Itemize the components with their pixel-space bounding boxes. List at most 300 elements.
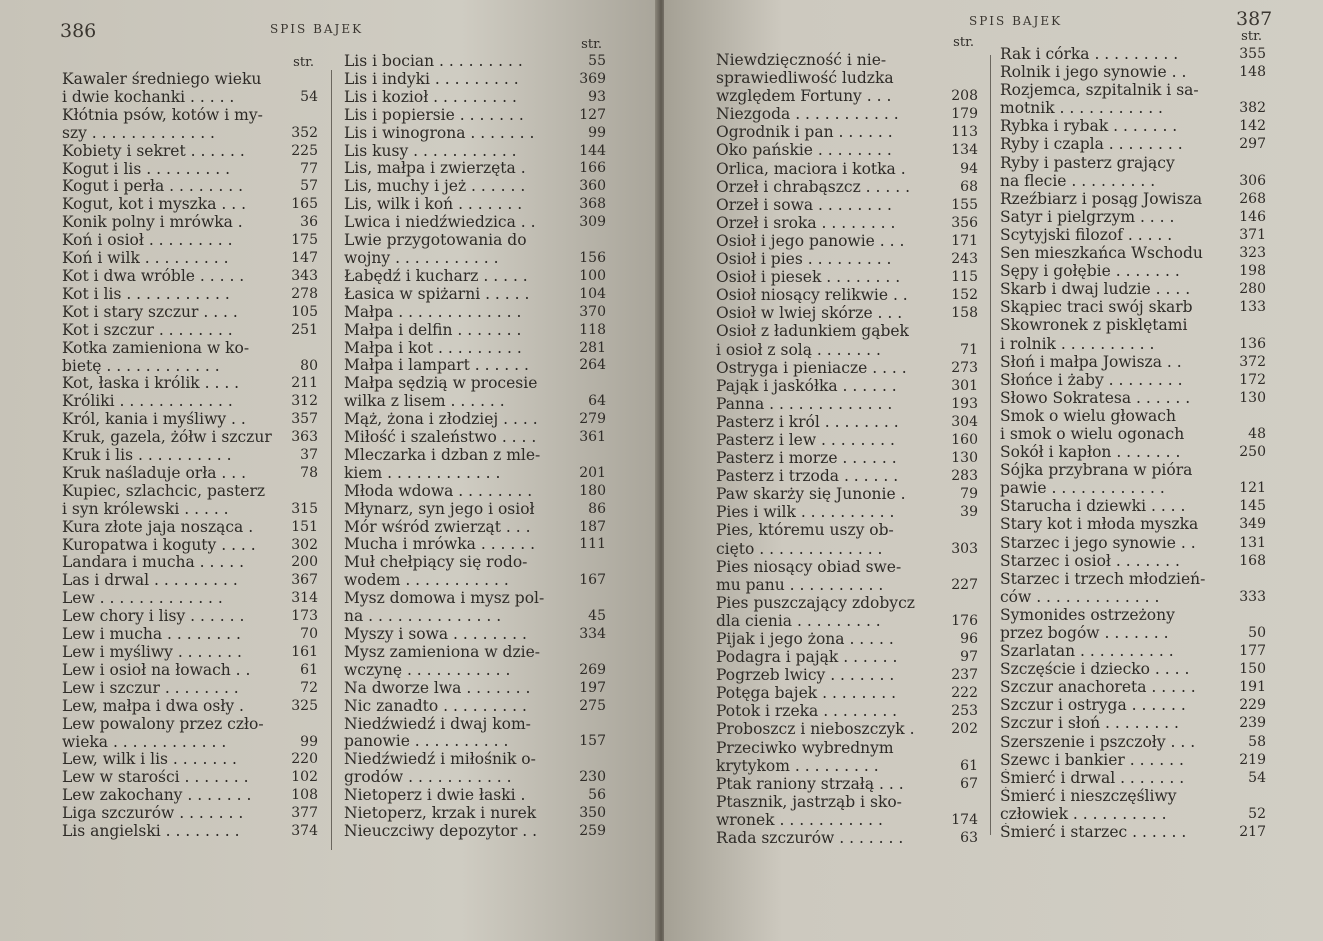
entry-page-number: 229 xyxy=(1239,697,1266,714)
entry-page-number: 269 xyxy=(579,661,606,678)
index-entry xyxy=(344,214,606,232)
entry-page-number: 118 xyxy=(579,321,606,338)
entry-page-number: 160 xyxy=(951,431,978,448)
entry-page-number: 237 xyxy=(951,667,978,684)
entry-page-number: 146 xyxy=(1239,208,1266,225)
index-entry xyxy=(716,286,978,304)
entry-title: Pies i wilk . . . . . . . . . . xyxy=(716,503,895,522)
entry-title: Paw skarży się Junonie . xyxy=(716,485,906,504)
entry-title: Sen mieszkańca Wschodu xyxy=(1000,244,1203,263)
entry-page-number: 361 xyxy=(579,429,606,446)
index-entry xyxy=(62,268,318,286)
entry-page-number: 315 xyxy=(291,500,318,517)
entry-page-number: 173 xyxy=(291,608,318,625)
index-entry xyxy=(716,196,978,214)
entry-title: Lis i bocian . . . . . . . . . xyxy=(344,53,523,70)
entry-title: Król, kania i myśliwy . . xyxy=(62,411,246,429)
entry-page-number: 36 xyxy=(300,214,318,231)
entry-page-number: 334 xyxy=(579,626,606,642)
index-entry xyxy=(1000,298,1266,316)
entry-title: Lis i indyki . . . . . . . . . xyxy=(344,70,519,88)
entry-page-number: 64 xyxy=(588,393,606,410)
entry-title: Na dworze lwa . . . . . . . xyxy=(344,679,531,697)
entry-page-number: 166 xyxy=(579,160,606,177)
index-entry xyxy=(716,51,978,105)
index-entry xyxy=(716,793,978,829)
entry-title: Myszy i sowa . . . . . . . . xyxy=(344,626,527,643)
entry-page-number: 104 xyxy=(579,285,606,302)
entry-page-number: 222 xyxy=(951,685,978,702)
entry-page-number: 156 xyxy=(579,249,606,266)
entry-title: Niedźwiedź i miłośnik o- grodów . . . . . . . . . . . xyxy=(344,751,536,787)
entry-title: Nieuczciwy depozytor . . xyxy=(344,822,538,840)
entry-page-number: 130 xyxy=(1239,389,1266,406)
index-entry xyxy=(62,429,318,447)
entry-page-number: 363 xyxy=(291,429,318,446)
entry-title: Osioł w lwiej skórze . . . xyxy=(716,304,903,323)
entry-title: Miłość i szaleństwo . . . . xyxy=(344,429,537,447)
index-entry xyxy=(62,178,318,196)
entry-page-number: 356 xyxy=(951,214,978,231)
index-entry xyxy=(344,375,606,411)
index-entry xyxy=(716,521,978,557)
index-entry xyxy=(716,467,978,485)
index-entry xyxy=(62,393,318,411)
entry-title: Scytyjski filozof . . . . . xyxy=(1000,225,1173,244)
index-entry xyxy=(62,322,318,340)
index-entry xyxy=(716,702,978,720)
entry-title: Orzeł i sowa . . . . . . . . xyxy=(716,195,892,214)
entry-title: Pasterz i król . . . . . . . . xyxy=(716,412,899,431)
entry-title: Kobiety i sekret . . . . . . xyxy=(62,142,245,160)
entry-page-number: 306 xyxy=(1239,172,1266,189)
str-label: str. xyxy=(1241,29,1262,44)
entry-title: Mleczarka i dzban z mle- kiem . . . . . . . . . . . . xyxy=(344,446,541,482)
entry-title: Podagra i pająk . . . . . . xyxy=(716,648,898,667)
entry-page-number: 314 xyxy=(291,590,318,607)
entry-title: Osioł niosący relikwie . . xyxy=(716,286,908,305)
entry-page-number: 309 xyxy=(579,214,606,231)
entry-title: Rzeźbiarz i posąg Jowisza xyxy=(1000,189,1203,208)
index-entry xyxy=(344,268,606,286)
entry-page-number: 201 xyxy=(579,464,606,481)
entry-page-number: 168 xyxy=(1239,552,1266,569)
index-entry xyxy=(62,626,318,644)
index-entry xyxy=(716,775,978,793)
entry-page-number: 145 xyxy=(1239,498,1266,515)
entry-page-number: 48 xyxy=(1248,425,1266,442)
entry-title: Kupiec, szlachcic, pasterz i syn królewski . . . . . xyxy=(62,482,266,518)
index-entry xyxy=(1000,117,1266,135)
index-entry xyxy=(716,178,978,196)
page-number: 387 xyxy=(1236,8,1273,30)
index-entry xyxy=(716,431,978,449)
entry-title: Kot i szczur . . . . . . . . xyxy=(62,321,233,339)
entry-title: Lwica i niedźwiedzica . . xyxy=(344,214,536,232)
entry-page-number: 131 xyxy=(1239,534,1266,551)
index-entry xyxy=(344,125,606,143)
entry-page-number: 45 xyxy=(588,608,606,625)
index-entry xyxy=(1000,226,1266,244)
index-entry xyxy=(1000,407,1266,443)
index-column xyxy=(344,36,606,841)
entry-page-number: 115 xyxy=(951,269,978,286)
entry-page-number: 273 xyxy=(951,359,978,376)
index-entry xyxy=(1000,443,1266,461)
entry-page-number: 63 xyxy=(960,830,978,847)
entry-title: Łasica w spiżarni . . . . . xyxy=(344,285,530,303)
entry-page-number: 278 xyxy=(291,285,318,302)
entry-title: Rolnik i jego synowie . . xyxy=(1000,63,1187,82)
entry-title: Potęga bajek . . . . . . . . xyxy=(716,684,896,703)
index-entry xyxy=(344,357,606,375)
entry-title: Młynarz, syn jego i osioł xyxy=(344,500,535,518)
entry-page-number: 165 xyxy=(291,196,318,213)
entry-title: Kot i lis . . . . . . . . . . . xyxy=(62,285,230,303)
entry-title: Lew . . . . . . . . . . . . . xyxy=(62,590,223,608)
index-entry xyxy=(344,340,606,358)
index-column xyxy=(1000,28,1266,841)
index-entry xyxy=(1000,515,1266,533)
entry-page-number: 264 xyxy=(579,357,606,374)
entry-title: Małpa i lampart . . . . . . xyxy=(344,357,529,375)
index-entry xyxy=(1000,154,1266,190)
entry-title: Koń i osioł . . . . . . . . . xyxy=(62,232,233,250)
entry-page-number: 350 xyxy=(579,805,606,822)
index-entry xyxy=(344,71,606,89)
entry-title: Lis, małpa i zwierzęta . xyxy=(344,160,526,178)
entry-page-number: 133 xyxy=(1239,299,1266,316)
entry-page-number: 152 xyxy=(951,287,978,304)
entry-title: Ryby i czapla . . . . . . . . xyxy=(1000,135,1183,154)
entry-page-number: 243 xyxy=(951,251,978,268)
index-entry xyxy=(716,684,978,702)
index-entry xyxy=(1000,497,1266,515)
entry-page-number: 177 xyxy=(1239,643,1266,660)
entry-title: Pogrzeb lwicy . . . . . . . xyxy=(716,666,895,685)
entry-page-number: 323 xyxy=(1239,245,1266,262)
index-entry xyxy=(716,648,978,666)
entry-title: Pasterz i trzoda . . . . . . xyxy=(716,467,899,486)
entry-page-number: 150 xyxy=(1239,661,1266,678)
entry-title: Mór wśród zwierząt . . . xyxy=(344,518,531,536)
entry-title: Starzec i osioł . . . . . . . xyxy=(1000,551,1180,570)
entry-title: Liga szczurów . . . . . . . xyxy=(62,805,244,823)
index-entry xyxy=(1000,552,1266,570)
entry-title: Starucha i dziewki . . . . xyxy=(1000,497,1186,516)
entry-page-number: 325 xyxy=(291,697,318,714)
entry-title: Łabędź i kucharz . . . . . xyxy=(344,267,528,285)
index-entry xyxy=(1000,244,1266,262)
index-entry xyxy=(344,232,606,268)
entry-page-number: 55 xyxy=(588,53,606,69)
index-entry xyxy=(344,429,606,447)
index-entry xyxy=(62,554,318,572)
entry-page-number: 302 xyxy=(291,536,318,553)
index-entry xyxy=(1000,371,1266,389)
entry-page-number: 54 xyxy=(300,88,318,105)
index-entry xyxy=(344,89,606,107)
entry-title: Rada szczurów . . . . . . . xyxy=(716,829,904,848)
entry-title: Ostryga i pieniacze . . . . xyxy=(716,358,907,377)
entry-page-number: 136 xyxy=(1239,335,1266,352)
entry-page-number: 180 xyxy=(579,482,606,499)
entry-page-number: 100 xyxy=(579,267,606,284)
entry-page-number: 56 xyxy=(588,787,606,804)
entry-page-number: 251 xyxy=(291,321,318,338)
index-entry xyxy=(716,214,978,232)
running-head: SPIS BAJEK xyxy=(270,22,364,36)
index-entry xyxy=(716,485,978,503)
entry-title: Lew chory i lisy . . . . . . xyxy=(62,608,245,626)
entry-page-number: 172 xyxy=(1239,371,1266,388)
entry-title: Niedźwiedź i dwaj kom- panowie . . . . . . . . . . xyxy=(344,715,531,751)
index-entry xyxy=(716,829,978,847)
entry-title: Nietoperz, krzak i nurek xyxy=(344,805,537,823)
index-entry xyxy=(344,644,606,680)
index-entry xyxy=(62,304,318,322)
page-number: 386 xyxy=(60,20,97,42)
entry-title: Szarlatan . . . . . . . . . . xyxy=(1000,642,1174,661)
entry-title: Pijak i jego żona . . . . . xyxy=(716,630,894,648)
entry-title: Mąż, żona i złodziej . . . . xyxy=(344,411,538,429)
entry-title: Lew, małpa i dwa osły . xyxy=(62,697,244,715)
index-entry xyxy=(1000,787,1266,823)
index-entry xyxy=(62,537,318,555)
entry-page-number: 171 xyxy=(951,232,978,249)
index-entry xyxy=(62,71,318,107)
index-entry xyxy=(62,716,318,752)
entry-title: Ryby i pasterz grający na flecie . . . . . . . . . xyxy=(1000,153,1175,190)
entry-title: Lis, muchy i jeż . . . . . . xyxy=(344,178,526,196)
entry-page-number: 197 xyxy=(579,679,606,696)
index-entry xyxy=(716,739,978,775)
index-entry xyxy=(716,594,978,630)
entry-page-number: 176 xyxy=(951,612,978,629)
entry-page-number: 70 xyxy=(300,626,318,643)
entry-title: Potok i rzeka . . . . . . . . xyxy=(716,702,898,721)
index-entry xyxy=(62,823,318,841)
entry-page-number: 130 xyxy=(951,450,978,467)
entry-page-number: 304 xyxy=(951,413,978,430)
index-entry xyxy=(1000,678,1266,696)
index-entry xyxy=(344,501,606,519)
index-entry xyxy=(62,250,318,268)
entry-page-number: 94 xyxy=(960,160,978,177)
index-entry xyxy=(62,787,318,805)
entry-page-number: 77 xyxy=(300,160,318,177)
entry-title: Pasterz i lew . . . . . . . . xyxy=(716,430,895,449)
entry-title: Ptasznik, jastrząb i sko- wronek . . . . . . . . . . . xyxy=(716,792,902,829)
index-entry xyxy=(344,53,606,71)
index-entry xyxy=(1000,733,1266,751)
entry-page-number: 58 xyxy=(1248,733,1266,750)
index-entry xyxy=(344,590,606,626)
entry-page-number: 72 xyxy=(300,679,318,696)
index-entry xyxy=(1000,823,1266,841)
entry-page-number: 97 xyxy=(960,649,978,666)
entry-page-number: 105 xyxy=(291,303,318,320)
entry-title: Oko pańskie . . . . . . . . xyxy=(716,141,892,160)
index-entry xyxy=(716,105,978,123)
entry-title: Króliki . . . . . . . . . . . . xyxy=(62,393,233,411)
entry-title: Śmierć i drwal . . . . . . . xyxy=(1000,768,1185,787)
left-page xyxy=(0,0,658,941)
running-head: SPIS BAJEK xyxy=(969,14,1063,28)
entry-page-number: 144 xyxy=(579,142,606,159)
index-entry xyxy=(716,232,978,250)
entry-title: Kot i dwa wróble . . . . . xyxy=(62,267,245,285)
index-entry xyxy=(62,572,318,590)
entry-title: Słoń i małpa Jowisza . . xyxy=(1000,352,1182,371)
entry-title: Mysz domowa i mysz pol- na . . . . . . . . . . . . . . xyxy=(344,590,545,626)
index-entry xyxy=(62,214,318,232)
entry-page-number: 111 xyxy=(579,536,606,553)
entry-page-number: 374 xyxy=(291,823,318,840)
entry-page-number: 39 xyxy=(960,504,978,521)
entry-title: Osioł i piesek . . . . . . . . xyxy=(716,268,901,287)
entry-title: Szczur i ostryga . . . . . . xyxy=(1000,696,1186,715)
entry-page-number: 297 xyxy=(1239,136,1266,153)
entry-page-number: 61 xyxy=(300,661,318,678)
index-entry xyxy=(344,536,606,554)
entry-page-number: 357 xyxy=(291,411,318,428)
entry-title: Młoda wdowa . . . . . . . . xyxy=(344,482,533,500)
index-entry xyxy=(716,720,978,738)
entry-title: Proboszcz i nieboszczyk . xyxy=(716,720,915,739)
index-entry xyxy=(716,123,978,141)
entry-page-number: 360 xyxy=(579,178,606,195)
entry-page-number: 71 xyxy=(960,341,978,358)
index-entry xyxy=(344,519,606,537)
entry-title: Śmierć i starzec . . . . . . xyxy=(1000,823,1187,842)
index-entry xyxy=(1000,696,1266,714)
entry-page-number: 200 xyxy=(291,554,318,571)
entry-page-number: 187 xyxy=(579,518,606,535)
index-entry xyxy=(1000,81,1266,117)
entry-title: Kłótnia psów, kotów i my- szy . . . . . . . . . . . . . xyxy=(62,106,263,142)
str-label: str. xyxy=(293,55,314,70)
entry-page-number: 158 xyxy=(951,305,978,322)
index-entry xyxy=(1000,262,1266,280)
entry-page-number: 175 xyxy=(291,232,318,249)
index-entry xyxy=(716,304,978,322)
index-entry xyxy=(62,608,318,626)
index-entry xyxy=(344,805,606,823)
entry-page-number: 230 xyxy=(579,769,606,786)
entry-title: Kura złote jaja nosząca . xyxy=(62,518,254,536)
entry-page-number: 227 xyxy=(951,576,978,593)
entry-title: Kruk naśladuje orła . . . xyxy=(62,464,247,482)
entry-title: Pies niosący obiad swe- mu panu . . . . . . . . . . xyxy=(716,557,902,594)
entry-page-number: 253 xyxy=(951,703,978,720)
index-entry xyxy=(344,680,606,698)
index-entry xyxy=(1000,63,1266,81)
index-entry xyxy=(1000,45,1266,63)
entry-page-number: 108 xyxy=(291,787,318,804)
entry-title: Orlica, maciora i kotka . xyxy=(716,159,906,178)
entry-title: Symonides ostrzeżony przez bogów . . . . . . . xyxy=(1000,605,1175,642)
entry-title: Pasterz i morze . . . . . . xyxy=(716,449,897,468)
entry-page-number: 217 xyxy=(1239,824,1266,841)
index-entry xyxy=(62,662,318,680)
entry-title: Małpa i delfin . . . . . . . xyxy=(344,321,522,339)
entry-page-number: 157 xyxy=(579,733,606,750)
entry-page-number: 355 xyxy=(1239,46,1266,62)
entry-page-number: 198 xyxy=(1239,263,1266,280)
entry-title: Skąpiec traci swój skarb xyxy=(1000,298,1193,317)
entry-page-number: 352 xyxy=(291,124,318,141)
entry-page-number: 37 xyxy=(300,447,318,464)
entry-title: Kot, łaska i królik . . . . xyxy=(62,375,240,393)
entry-title: Lwie przygotowania do wojny . . . . . . . . . . . xyxy=(344,232,527,267)
entry-title: Sójka przybrana w pióra pawie . . . . . . . . . . . . xyxy=(1000,461,1193,498)
entry-title: Starzec i jego synowie . . xyxy=(1000,533,1196,552)
entry-title: Małpa sędzią w procesie wilka z lisem . . . . . . xyxy=(344,375,538,411)
index-entry xyxy=(62,107,318,143)
column-divider xyxy=(990,55,991,835)
index-entry xyxy=(1000,353,1266,371)
index-entry xyxy=(1000,280,1266,298)
entry-title: Szczur anachoreta . . . . . xyxy=(1000,678,1196,697)
index-entry xyxy=(344,107,606,125)
entry-page-number: 127 xyxy=(579,106,606,123)
entry-page-number: 93 xyxy=(588,88,606,105)
index-entry xyxy=(716,558,978,594)
index-entry xyxy=(344,304,606,322)
entry-page-number: 142 xyxy=(1239,118,1266,135)
entry-page-number: 161 xyxy=(291,644,318,660)
index-entry xyxy=(344,178,606,196)
column-divider xyxy=(331,70,332,850)
index-entry xyxy=(62,751,318,769)
entry-page-number: 99 xyxy=(588,124,606,141)
index-entry xyxy=(1000,769,1266,787)
index-entry xyxy=(62,411,318,429)
entry-page-number: 368 xyxy=(579,196,606,213)
entry-page-number: 369 xyxy=(579,70,606,87)
entry-title: Kotka zamieniona w ko- bietę . . . . . . . . . . . . xyxy=(62,339,250,375)
entry-page-number: 202 xyxy=(951,721,978,738)
entry-page-number: 96 xyxy=(960,631,978,647)
index-entry xyxy=(62,483,318,519)
entry-title: Lis i winogrona . . . . . . . xyxy=(344,124,535,142)
entry-title: Niewdzięczność i nie- sprawiedliwość ludzka względem Fortuny . . . xyxy=(716,51,894,106)
entry-title: Kogut i lis . . . . . . . . . xyxy=(62,160,230,178)
entry-title: Mysz zamieniona w dzie- wczynę . . . . . . . . . . . xyxy=(344,643,540,679)
entry-title: Stary kot i młoda myszka xyxy=(1000,515,1199,534)
entry-page-number: 174 xyxy=(951,811,978,828)
index-entry xyxy=(716,666,978,684)
entry-page-number: 67 xyxy=(960,775,978,792)
entry-title: Sokół i kapłon . . . . . . . xyxy=(1000,443,1181,462)
index-entry xyxy=(344,483,606,501)
index-entry xyxy=(716,377,978,395)
index-entry xyxy=(716,630,978,648)
entry-title: Małpa . . . . . . . . . . . . . xyxy=(344,303,522,321)
entry-page-number: 147 xyxy=(291,250,318,267)
entry-page-number: 349 xyxy=(1239,516,1266,533)
entry-page-number: 372 xyxy=(1239,353,1266,370)
index-entry xyxy=(1000,461,1266,497)
entry-page-number: 225 xyxy=(291,142,318,159)
index-entry xyxy=(344,554,606,590)
entry-page-number: 99 xyxy=(300,733,318,750)
index-entry xyxy=(62,143,318,161)
entry-page-number: 301 xyxy=(951,377,978,394)
entry-page-number: 148 xyxy=(1239,64,1266,81)
entry-page-number: 268 xyxy=(1239,190,1266,207)
